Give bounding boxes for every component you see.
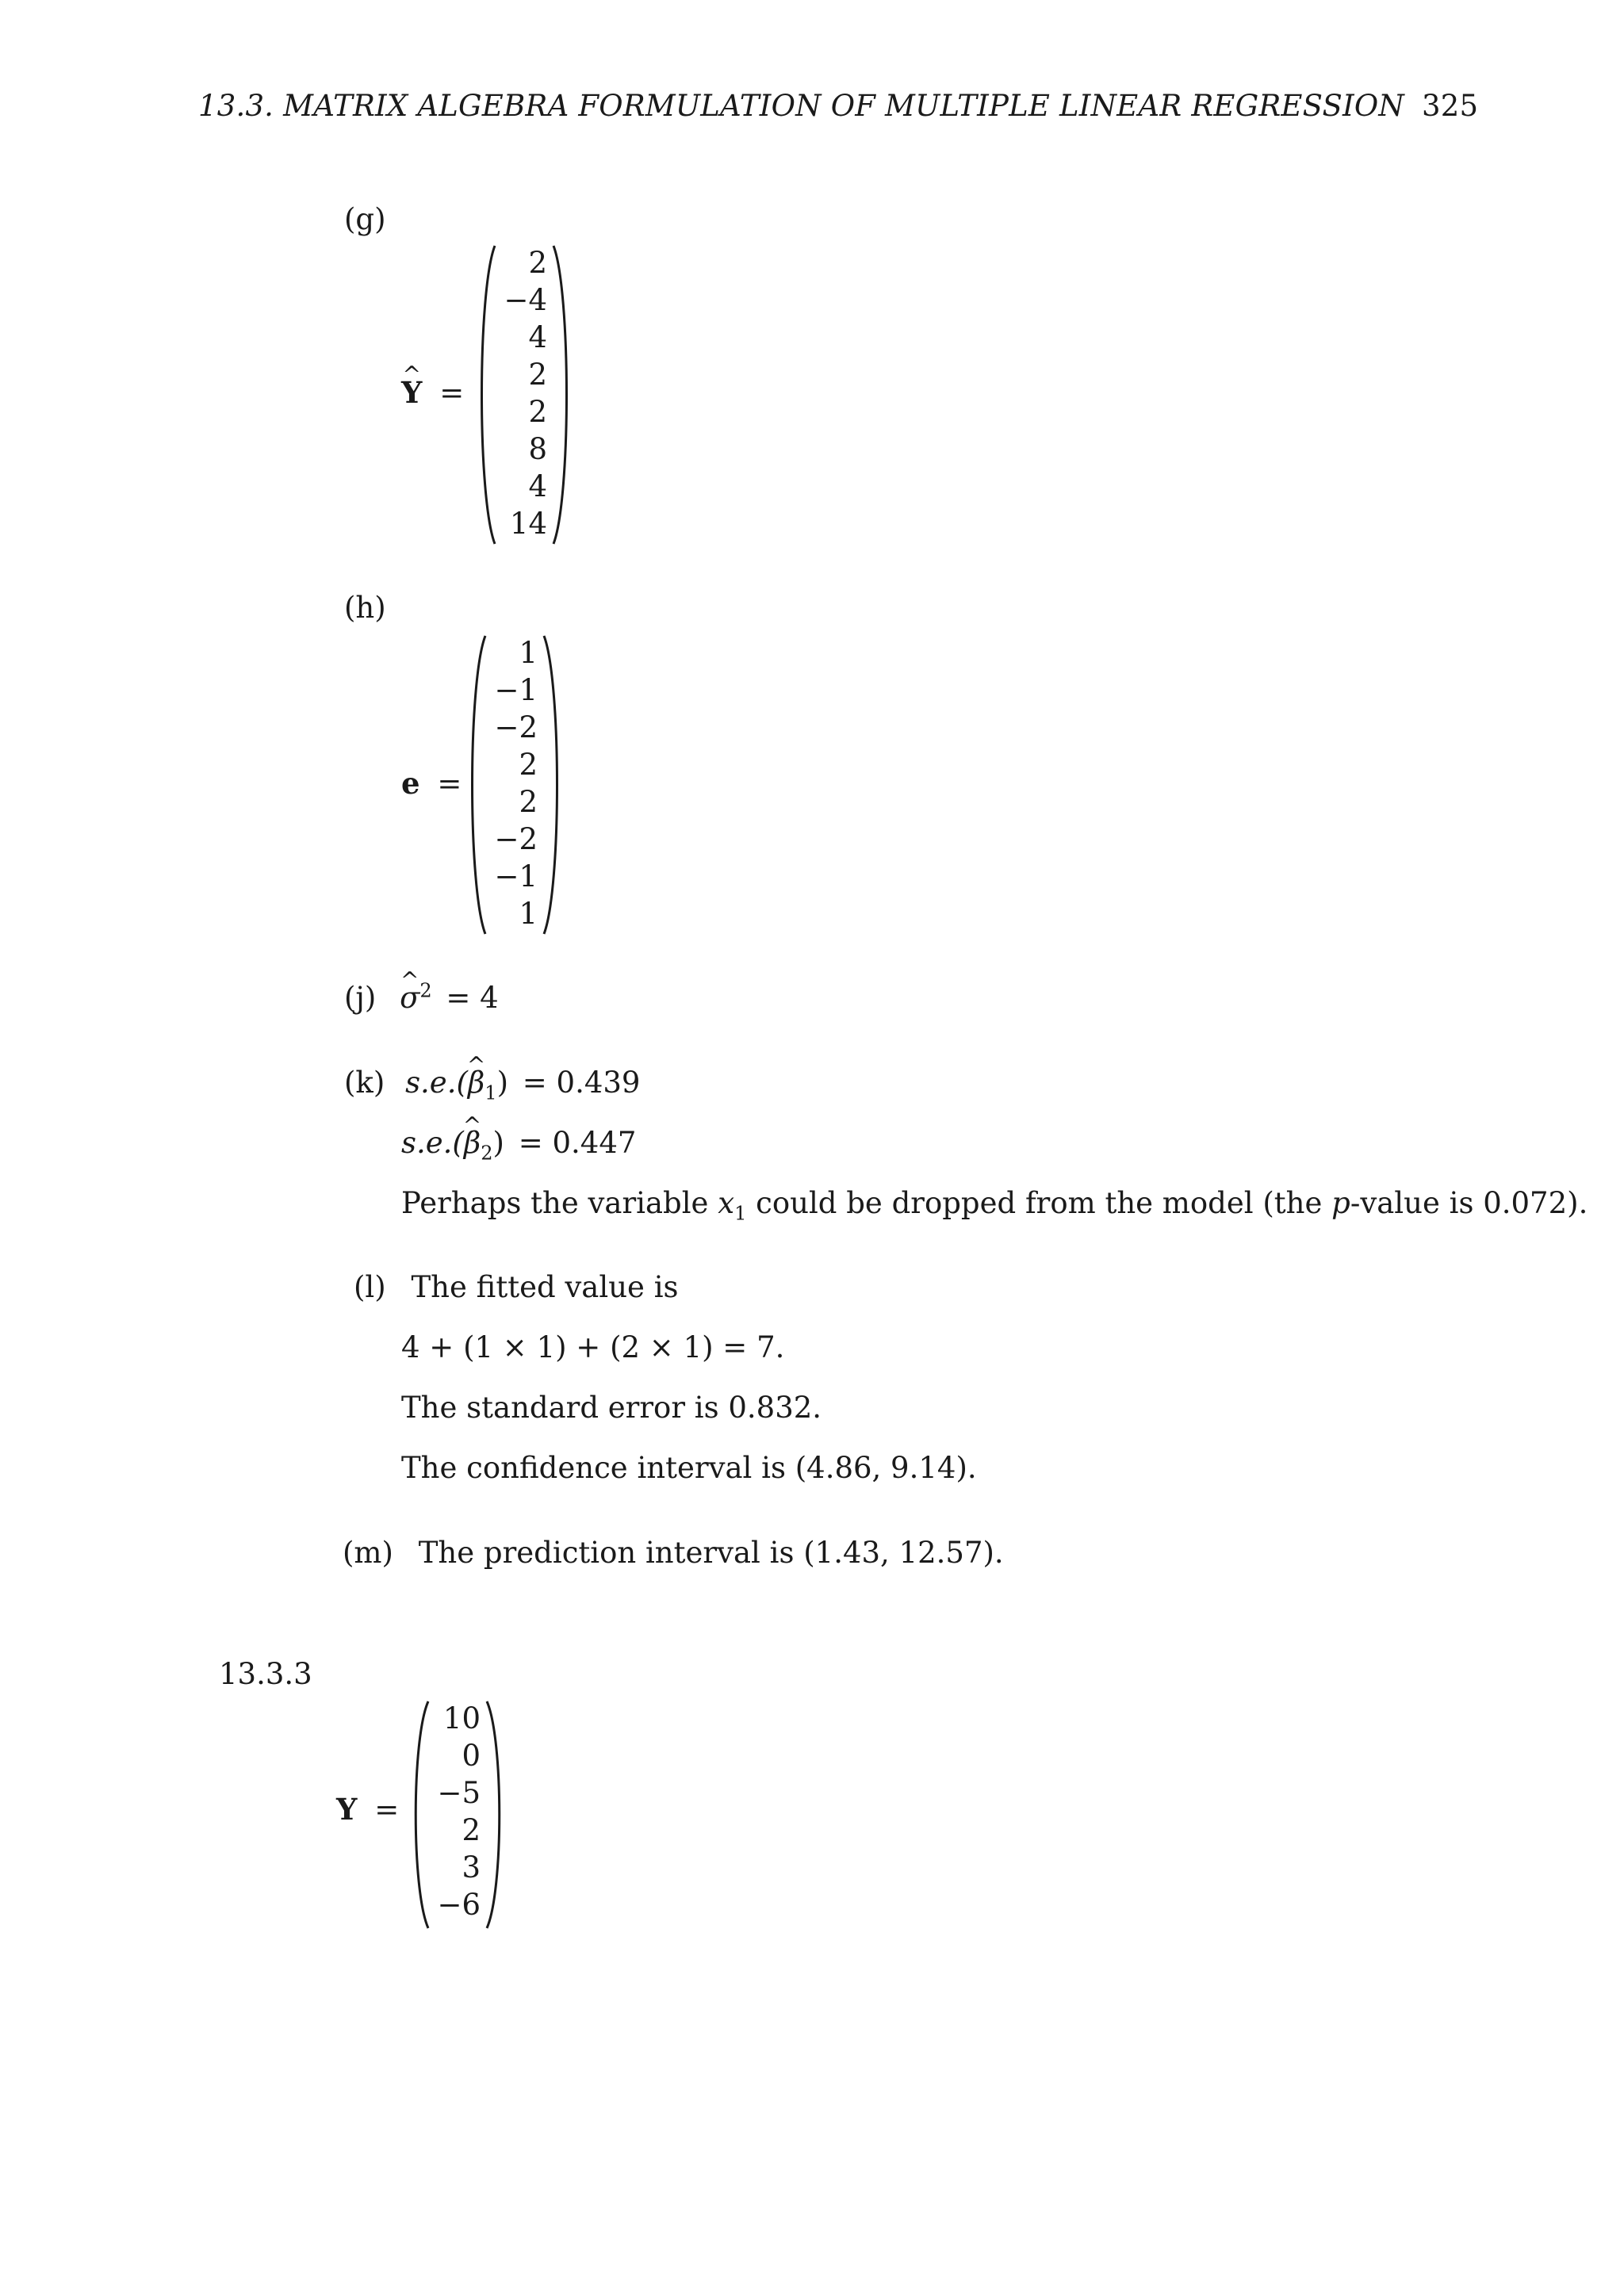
page-number: 325 (1421, 89, 1479, 123)
vector-entry: 1 (519, 636, 538, 670)
y-hat-vector (498, 244, 547, 542)
vector-entry: −2 (494, 822, 538, 856)
y-vector (431, 1700, 481, 1923)
equals-sign: = (439, 376, 465, 410)
y-hat-symbol: ^ Y (401, 375, 422, 410)
part-j: (j) ^ $\sigma^2 = 4$ (344, 981, 499, 1016)
header-title: 13.3. MATRIX ALGEBRA FORMULATION OF MULTIPLE LINEAR REGRESSION (198, 89, 1404, 123)
e-vector (488, 634, 538, 932)
left-paren (465, 634, 488, 936)
right-paren (541, 634, 565, 936)
left-paren (474, 244, 498, 545)
vector-entry: 2 (462, 1813, 481, 1847)
part-j-label: (j) (344, 981, 377, 1015)
vector-entry: 2 (528, 395, 547, 429)
vector-entry: −1 (494, 859, 538, 894)
part-j-value: = 4 (446, 981, 499, 1015)
vector-entry: 2 (519, 785, 538, 819)
part-k-line1: (k) s.e.(^ $\beta_1) = 0.439$ (344, 1066, 640, 1100)
part-m: (m) The prediction interval is (1.43, 12.57). (343, 1536, 1004, 1570)
se-beta1-value: = 0.439 (522, 1066, 641, 1100)
part-g-label: (g) (344, 202, 386, 236)
running-header (198, 89, 1478, 123)
vector-entry: −5 (437, 1776, 481, 1810)
vector-entry: −4 (504, 283, 547, 317)
part-h-label: (h) (344, 591, 386, 625)
vector-entry: 14 (509, 507, 547, 541)
part-m-label: (m) (343, 1536, 393, 1570)
vector-entry: 2 (528, 246, 547, 280)
vector-entry: 0 (462, 1739, 481, 1773)
right-paren (550, 244, 574, 545)
right-paren (484, 1700, 508, 1930)
vector-entry: 1 (519, 897, 538, 931)
part-k-note: Perhaps the variable $x_1$ could be dropped from the model (the p-value is 0.072). (401, 1186, 1588, 1225)
part-g-lhs (401, 375, 464, 411)
vector-entry: 4 (528, 469, 547, 503)
vector-entry: 2 (519, 748, 538, 782)
se-beta2-value: = 0.447 (518, 1126, 637, 1160)
equals-sign: = (374, 1793, 400, 1827)
y-symbol: Y (336, 1792, 358, 1827)
vector-entry: 8 (528, 432, 547, 466)
part-l-line1: (l) The fitted value is (354, 1270, 679, 1304)
part-k-line2: s.e.(^ $\beta_2) = 0.447$ (401, 1126, 636, 1161)
vector-entry: 10 (442, 1701, 481, 1735)
vector-entry: −1 (494, 673, 538, 707)
part-l-label: (l) (354, 1270, 386, 1304)
vector-entry: 4 (528, 320, 547, 354)
e-symbol: e (401, 766, 420, 801)
vector-entry: −6 (437, 1888, 481, 1922)
vector-entry: −2 (494, 710, 538, 744)
section-label: 13.3.3 (219, 1657, 312, 1691)
part-k-label: (k) (344, 1066, 385, 1100)
vector-entry: 3 (462, 1850, 481, 1885)
part-l-line2: 4 + (1 × 1) + (2 × 1) = 7. (401, 1330, 785, 1364)
vector-entry: 2 (528, 358, 547, 392)
sigma-hat-symbol: ^ σ (400, 981, 419, 1016)
section-lhs (336, 1792, 399, 1827)
part-l-line4: The confidence interval is (4.86, 9.14). (401, 1451, 977, 1485)
equals-sign: = (437, 767, 462, 801)
left-paren (408, 1700, 431, 1930)
part-h-lhs (401, 766, 462, 802)
part-l-line3: The standard error is 0.832. (401, 1391, 822, 1425)
